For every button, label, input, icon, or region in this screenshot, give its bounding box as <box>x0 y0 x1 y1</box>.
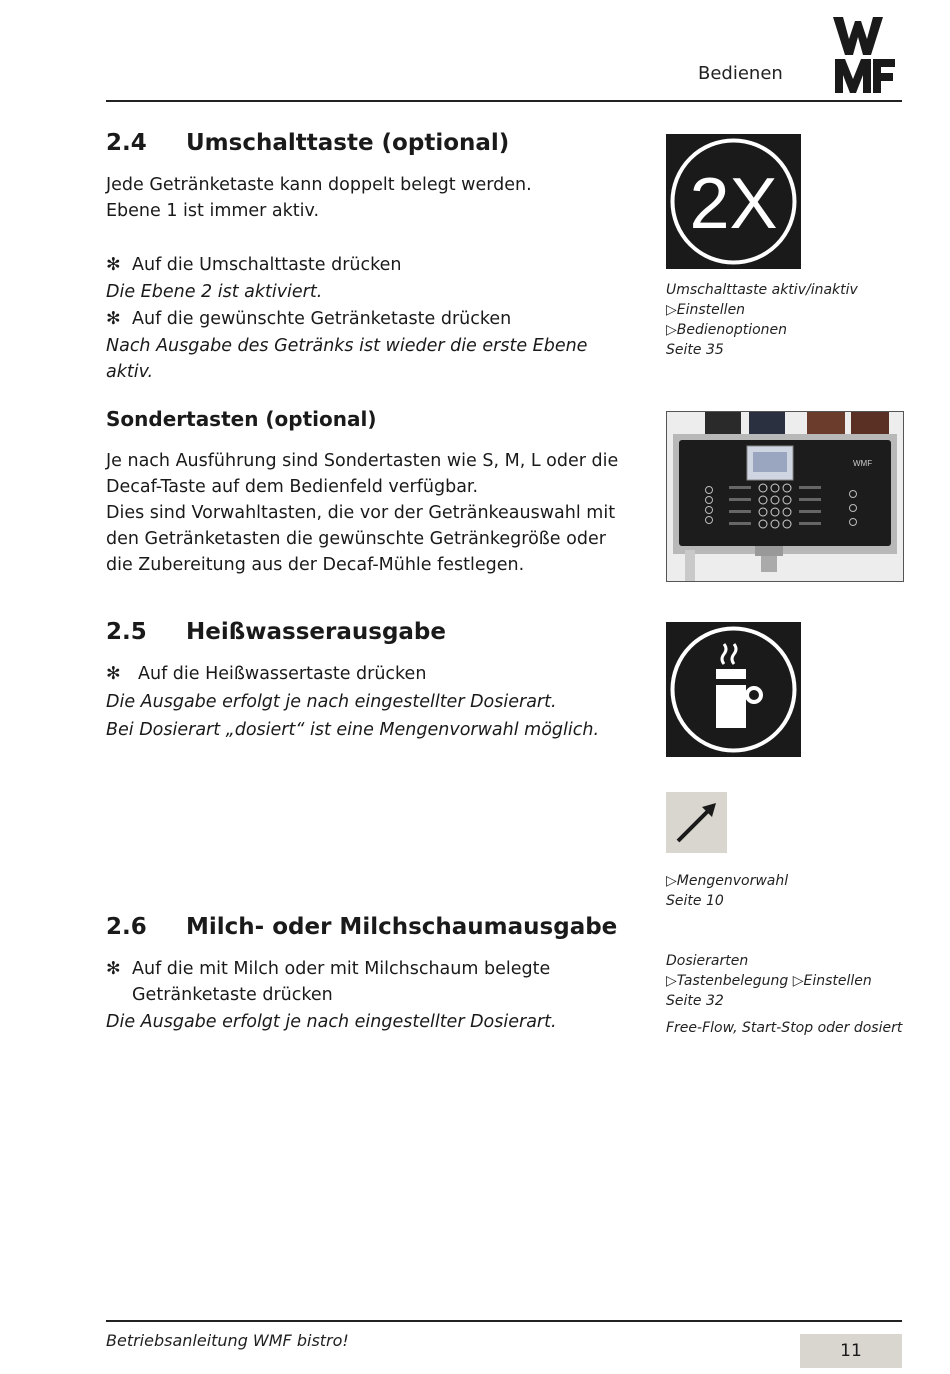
note-line: Einstellen <box>803 973 872 989</box>
note-line: Einstellen <box>676 302 746 318</box>
step-result: Die Ausgabe erfolgt je nach eingestellter Dosierart. <box>106 1012 557 1032</box>
reference-arrow-icon: ▷ <box>666 973 677 989</box>
section-number: 2.6 <box>106 914 147 940</box>
reference-arrow-icon: ▷ <box>666 302 677 318</box>
shift-key-label: 2X <box>689 164 778 244</box>
section-title: Heißwasserausgabe <box>186 619 446 645</box>
text-line: Je nach Ausführung sind Sondertasten wie S, M, L oder die <box>106 451 619 471</box>
shift-key-icon <box>666 134 801 269</box>
section-2-6-steps <box>106 956 646 1035</box>
step-text: Auf die gewünschte Getränketaste drücken <box>132 309 512 329</box>
arrow-up-right-icon <box>666 792 727 853</box>
step-result: Bei Dosierart „dosiert“ ist eine Mengenvorwahl möglich. <box>106 720 600 740</box>
panel-brand: WMF <box>853 459 873 468</box>
note-line: Seite 35 <box>666 342 724 358</box>
header-rule <box>106 100 902 102</box>
sondertasten-heading: Sondertasten (optional) <box>106 407 377 431</box>
step-text: Auf die mit Milch oder mit Milchschaum belegte <box>132 959 551 979</box>
text-line: Decaf-Taste auf dem Bedienfeld verfügbar. <box>106 477 479 497</box>
sidebar-note-shift <box>666 280 926 360</box>
step-result: Die Ebene 2 ist aktiviert. <box>106 282 323 302</box>
text-line: Ebene 1 ist immer aktiv. <box>106 201 320 221</box>
note-line: Free-Flow, Start-Stop oder dosiert <box>666 1020 903 1036</box>
text-line: Jede Getränketaste kann doppelt belegt werden. <box>106 175 532 195</box>
text-line: die Zubereitung aus der Decaf-Mühle festlegen. <box>106 555 525 575</box>
control-panel-photo <box>666 411 904 582</box>
section-number: 2.4 <box>106 130 147 156</box>
note-line: Mengenvorwahl <box>676 873 789 889</box>
step-text: Getränketaste drücken <box>132 985 333 1005</box>
sondertasten-text <box>106 448 646 578</box>
step-icon: ✻ <box>106 959 121 979</box>
note-line: Tastenbelegung <box>676 973 789 989</box>
step-text: Auf die Heißwassertaste drücken <box>138 664 427 684</box>
section-2-5-steps <box>106 661 646 743</box>
sidebar-note-quantity <box>666 871 926 911</box>
header-section-label: Bedienen <box>698 63 783 84</box>
note-line: Seite 10 <box>666 893 724 909</box>
step-result: Nach Ausgabe des Getränks ist wieder die erste Ebene <box>106 336 588 356</box>
reference-arrow-icon: ▷ <box>792 973 804 989</box>
section-2-4-steps <box>106 252 636 385</box>
section-title: Umschalttaste (optional) <box>186 130 510 156</box>
reference-arrow-icon: ▷ <box>666 873 677 889</box>
footer-rule <box>106 1320 902 1322</box>
section-2-4-heading <box>106 130 509 156</box>
step-icon: ✻ <box>106 309 121 329</box>
note-line: Dosierarten <box>666 953 749 969</box>
section-2-6-heading <box>106 914 617 940</box>
section-title: Milch- oder Milchschaumausgabe <box>186 914 618 940</box>
section-2-5-heading <box>106 619 446 645</box>
sidebar-note-dosing <box>666 951 936 1038</box>
footer-title: Betriebsanleitung WMF bistro! <box>106 1331 349 1350</box>
step-text: Auf die Umschalttaste drücken <box>132 255 402 275</box>
hot-water-icon <box>666 622 801 757</box>
section-2-4-intro <box>106 172 532 224</box>
wmf-logo <box>833 17 895 95</box>
step-result: aktiv. <box>106 362 154 382</box>
section-number: 2.5 <box>106 619 147 645</box>
note-line: Umschalttaste aktiv/inaktiv <box>666 282 858 298</box>
page-number: 11 <box>800 1334 902 1368</box>
step-result: Die Ausgabe erfolgt je nach eingestellter Dosierart. <box>106 692 557 712</box>
step-icon: ✻ <box>106 255 121 275</box>
note-line: Bedienoptionen <box>676 322 788 338</box>
text-line: Dies sind Vorwahltasten, die vor der Getränkeauswahl mit <box>106 503 616 523</box>
step-icon: ✻ <box>106 664 121 684</box>
reference-arrow-icon: ▷ <box>666 322 677 338</box>
note-line: Seite 32 <box>666 993 724 1009</box>
text-line: den Getränketasten die gewünschte Getränkegröße oder <box>106 529 606 549</box>
